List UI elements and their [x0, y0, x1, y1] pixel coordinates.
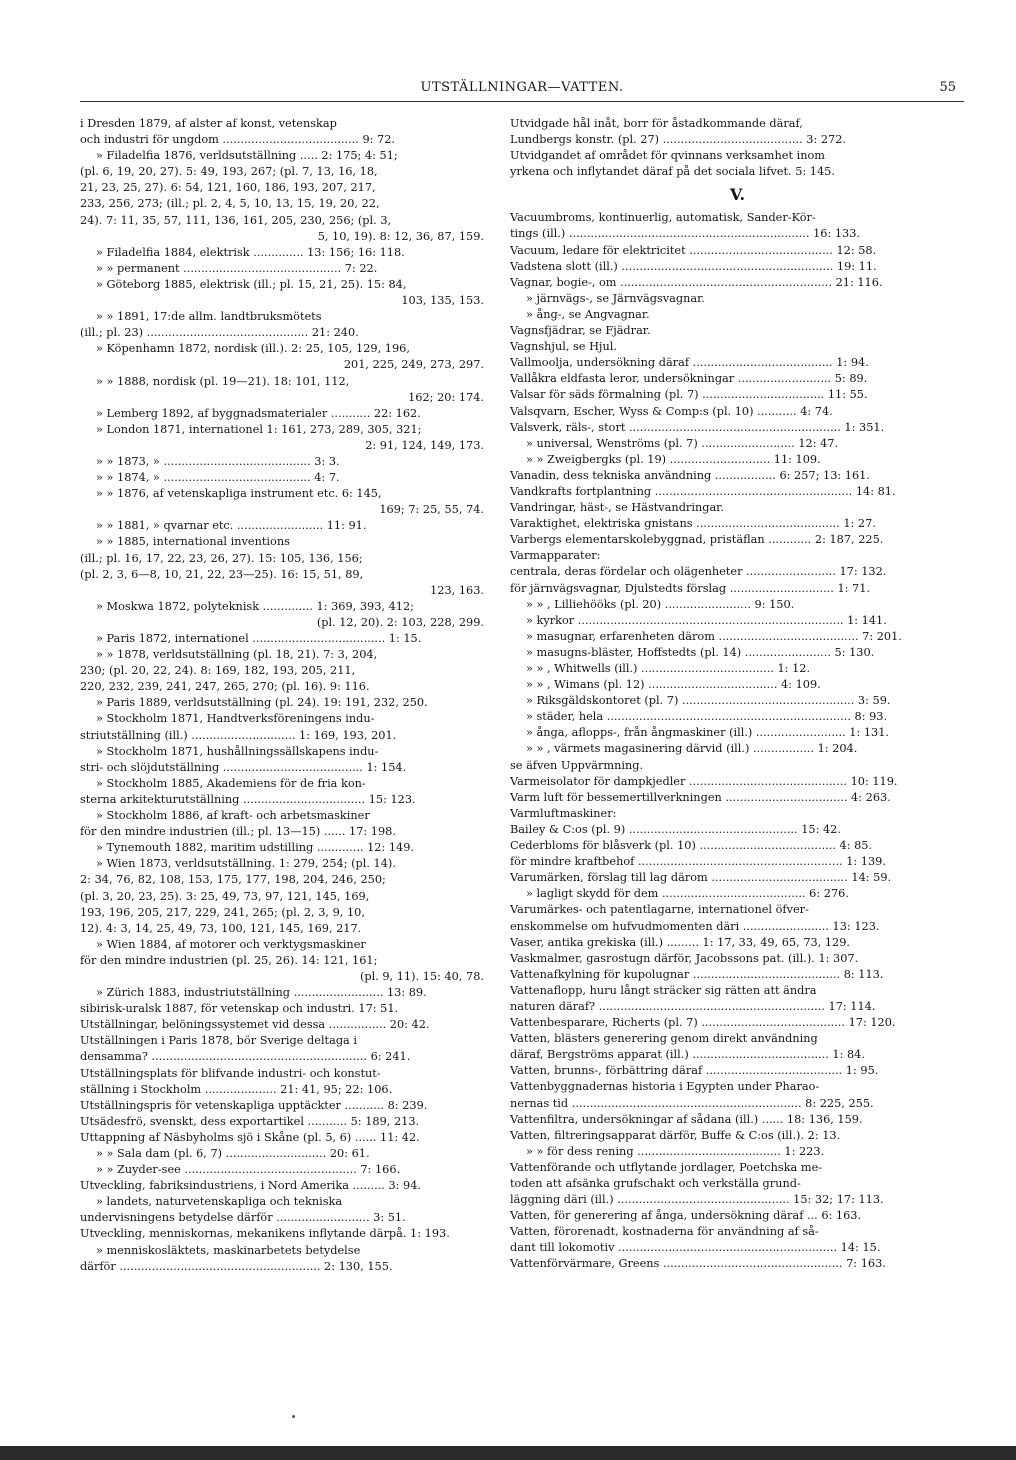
index-entry-line: Utvidgade hål inåt, borr för åstadkommande däraf,: [510, 117, 803, 130]
index-entry-line: Vattenförvärmare, Greens .................................................. 7: 163.: [510, 1257, 886, 1271]
index-entry-line: nernas tid ................................................................ 8: 225, 255.: [510, 1096, 874, 1110]
index-entry-line: Utställningar, belöningssystemet vid dessa ................ 20: 42.: [80, 1018, 430, 1032]
index-entry-line: » Stockholm 1871, Handtverksföreningens indu-: [96, 712, 375, 726]
index-entry-line: » Zürich 1883, industriutställning ......................... 13: 89.: [96, 986, 427, 1000]
index-entry-line: » Paris 1889, verldsutställning (pl. 24). 19: 191, 232, 250.: [96, 696, 428, 710]
index-entry-line: » Wien 1884, af motorer och verktygsmaskiner: [96, 937, 366, 951]
index-entry-line: 230; (pl. 20, 22, 24). 8: 169, 182, 193, 205, 211,: [80, 664, 356, 678]
index-entry-line: » universal, Wenströms (pl. 7) .......................... 12: 47.: [526, 436, 839, 450]
index-entry-line: » Paris 1872, internationel ..................................... 1: 15.: [96, 632, 422, 645]
index-entry-line: däraf, Bergströms apparat (ill.) ...................................... 1: 84.: [510, 1048, 865, 1062]
index-entry-line: Vattenförande och utflytande jordlager, Poetchska me-: [510, 1160, 823, 1174]
index-entry-line: Bailey & C:os (pl. 9) ............................................... 15: 42.: [510, 822, 841, 836]
index-entry-line: för den mindre industrien (pl. 25, 26). 14: 121, 161;: [80, 953, 378, 967]
index-entry-line: Varumärkes- och patentlagarne, internationel öfver-: [510, 903, 809, 917]
index-entry-line: för mindre kraftbehof ......................................................... 1: 139.: [510, 855, 886, 869]
index-entry-line: Vaskmalmer, gasrostugn därför, Jacobssons pat. (ill.). 1: 307.: [510, 951, 859, 965]
index-entry-line: » lagligt skydd för dem ........................................ 6: 276.: [526, 887, 849, 901]
index-entry-line: » » 1888, nordisk (pl. 19—21). 18: 101, 112,: [96, 374, 350, 388]
page-number: 55: [939, 80, 956, 95]
index-entry-line: tings (ill.) ................................................................... 16: 133.: [510, 227, 860, 241]
index-entry-line: 24). 7: 11, 35, 57, 111, 136, 161, 205, 230, 256; (pl. 3,: [80, 213, 392, 227]
index-entry-line: (pl. 6, 19, 20, 27). 5: 49, 193, 267; (pl. 7, 13, 16, 18,: [80, 165, 378, 179]
index-entry-line: för järnvägsvagnar, Djulstedts förslag ............................. 1: 71.: [510, 581, 870, 595]
index-entry-line: undervisningens betydelse därför .......................... 3: 51.: [80, 1211, 406, 1225]
index-entry-line: Vallmoolja, undersökning däraf ....................................... 1: 94.: [510, 356, 869, 370]
index-entry-line: Utvidgandet af området för qvinnans verksamhet inom: [510, 149, 825, 163]
index-entry-line: Varmeisolator för dampkjedler ............................................ 10: 119.: [510, 774, 898, 788]
index-entry-line: toden att afsänka grufschakt och verkställa grund-: [510, 1177, 801, 1190]
index-entry-line: yrkena och inflytandet däraf på det sociala lifvet. 5: 145.: [510, 165, 835, 179]
index-entry-line: » masugnar, erfarenheten därom ....................................... 7: 201.: [526, 629, 902, 643]
index-entry-line: » järnvägs-, se Järnvägsvagnar.: [526, 291, 705, 305]
index-entry-line: (pl. 12, 20). 2: 103, 228, 299.: [316, 615, 484, 629]
index-entry-line: Vacuumbroms, kontinuerlig, automatisk, Sander-Kör-: [510, 211, 816, 225]
index-entry-line: 193, 196, 205, 217, 229, 241, 265; (pl. 2, 3, 9, 10,: [80, 905, 365, 919]
index-entry-line: Utställningsplats för blifvande industri- och konstut-: [80, 1066, 381, 1080]
index-entry-line: 103, 135, 153.: [401, 294, 484, 308]
index-entry-line: » » 1881, » qvarnar etc. ........................ 11: 91.: [96, 519, 367, 533]
index-entry-line: Vanadin, dess tekniska användning ................. 6: 257; 13: 161.: [510, 468, 870, 482]
index-entry-line: sterna arkitekturutställning .................................. 15: 123.: [80, 792, 416, 806]
index-entry-line: (pl. 2, 3, 6—8, 10, 21, 22, 23—25). 16: 15, 51, 89,: [80, 567, 364, 581]
index-entry-line: » » Sala dam (pl. 6, 7) ............................ 20: 61.: [96, 1147, 370, 1160]
index-entry-line: Varm luft för bessemertillverkningen .................................. 4: 263.: [510, 790, 891, 804]
index-entry-line: se äfven Uppvärmning.: [510, 758, 644, 772]
index-entry-line: » » 1874, » ......................................... 4: 7.: [96, 471, 340, 485]
index-entry-line: Vandkrafts fortplantning ....................................................... 14: 81.: [510, 484, 896, 498]
index-entry-line: Lundbergs konstr. (pl. 27) ....................................... 3: 272.: [510, 133, 847, 147]
index-entry-line: Vagnar, bogie-, om ........................................................... 21: 116.: [510, 275, 883, 289]
index-entry-line: Varumärken, förslag till lag därom ...................................... 14: 59.: [510, 871, 892, 885]
index-entry-line: ställning i Stockholm .................... 21: 41, 95; 22: 106.: [80, 1082, 393, 1096]
header-rule: [80, 101, 964, 102]
index-entry-line: » » 1878, verldsutställning (pl. 18, 21). 7: 3, 204,: [96, 648, 378, 662]
index-entry-line: 5, 10, 19). 8: 12, 36, 87, 159.: [317, 229, 484, 243]
index-entry-line: » Stockholm 1871, hushållningssällskapens indu-: [96, 744, 379, 758]
index-entry-line: » kyrkor .......................................................................... 1: 141.: [526, 613, 887, 627]
index-entry-line: 220, 232, 239, 241, 247, 265, 270; (pl. 16). 9: 116.: [80, 680, 370, 694]
index-entry-line: (ill.; pl. 23) ............................................. 21: 240.: [80, 326, 359, 340]
index-entry-line: Valsverk, räls-, stort ........................................................... 1: 351.: [510, 420, 885, 434]
index-entry-line: i Dresden 1879, af alster af konst, vetenskap: [80, 117, 337, 130]
index-entry-line: Utveckling, menniskornas, mekanikens inflytande därpå. 1: 193.: [80, 1227, 450, 1241]
index-entry-line: Cederbloms för blåsverk (pl. 10) ...................................... 4: 85.: [510, 839, 873, 853]
index-entry-line: V.: [729, 185, 746, 205]
index-entry-line: » » , Wimans (pl. 12) .................................... 4: 109.: [526, 678, 821, 692]
index-entry-line: naturen däraf? ............................................................... 17: 114.: [510, 999, 876, 1013]
index-entry-line: Utveckling, fabriksindustriens, i Nord Amerika ......... 3: 94.: [80, 1179, 422, 1193]
index-entry-line: » London 1871, internationel 1: 161, 273, 289, 305, 321;: [96, 422, 422, 436]
index-entry-line: läggning däri (ill.) ................................................ 15: 32; 17: 113.: [510, 1193, 884, 1207]
index-entry-line: 21, 23, 25, 27). 6: 54, 121, 160, 186, 193, 207, 217,: [80, 181, 376, 195]
index-entry-line: Valsqvarn, Escher, Wyss & Comp:s (pl. 10) ........... 4: 74.: [510, 404, 833, 418]
index-entry-line: och industri för ungdom ...................................... 9: 72.: [80, 133, 396, 147]
index-entry-line: Varaktighet, elektriska gnistans ........................................ 1: 27.: [510, 517, 876, 531]
print-speck: [292, 1415, 295, 1418]
index-entry-line: » menniskosläktets, maskinarbetets betydelse: [96, 1243, 361, 1257]
left-column: [80, 116, 488, 1275]
index-entry-line: » masugns-bläster, Hoffstedts (pl. 14) ........................ 5: 130.: [526, 645, 875, 659]
index-entry-line: » » , värmets magasinering därvid (ill.) ................. 1: 204.: [526, 742, 858, 756]
index-entry-line: Vatten, filtreringsapparat därför, Buffe & C:os (ill.). 2: 13.: [510, 1128, 841, 1142]
index-entry-line: Vacuum, ledare för elektricitet ........................................ 12: 58.: [510, 243, 877, 257]
index-entry-line: 2: 91, 124, 149, 173.: [365, 438, 484, 452]
index-entry-line: (ill.; pl. 16, 17, 22, 23, 26, 27). 15: 105, 136, 156;: [80, 551, 363, 565]
scan-edge-bar: [0, 1446, 1016, 1460]
index-entry-line: 233, 256, 273; (ill.; pl. 2, 4, 5, 10, 13, 15, 19, 20, 22,: [80, 197, 380, 211]
index-entry-line: » städer, hela .................................................................... 8: 93.: [526, 710, 888, 724]
index-entry-line: » Moskwa 1872, polyteknisk .............. 1: 369, 393, 412;: [96, 599, 414, 613]
index-entry-line: 201, 225, 249, 273, 297.: [343, 358, 484, 372]
index-entry-line: Vattenaflopp, huru långt sträcker sig rätten att ändra: [510, 983, 817, 997]
index-entry-line: » Stockholm 1885, Akademiens för de fria kon-: [96, 776, 366, 790]
index-entry-line: » » , Lilliehööks (pl. 20) ........................ 9: 150.: [526, 597, 795, 611]
index-entry-line: centrala, deras fördelar och olägenheter ......................... 17: 132.: [510, 565, 887, 579]
index-entry-line: Valsar för säds förmalning (pl. 7) .................................. 11: 55.: [510, 388, 868, 402]
index-entry-line: därför ........................................................ 2: 130, 155.: [80, 1259, 393, 1273]
index-entry-line: Vagnsfjädrar, se Fjädrar.: [510, 324, 651, 338]
right-column: [510, 116, 965, 1273]
page-header: [80, 80, 964, 104]
index-entry-line: densamma? ............................................................ 6: 241.: [80, 1050, 411, 1064]
index-entry-line: Uttappning af Näsbyholms sjö i Skåne (pl. 5, 6) ...... 11: 42.: [80, 1130, 420, 1144]
index-entry-line: » » 1876, af vetenskapliga instrument etc. 6: 145,: [96, 487, 382, 501]
index-entry-line: 123, 163.: [430, 583, 484, 597]
index-entry-line: » Wien 1873, verldsutställning. 1: 279, 254; (pl. 14).: [96, 857, 396, 871]
index-entry-line: Vatten, för generering af ånga, undersökning däraf ... 6: 163.: [510, 1209, 862, 1223]
index-entry-line: » Göteborg 1885, elektrisk (ill.; pl. 15, 21, 25). 15: 84,: [96, 277, 407, 291]
index-entry-line: » » 1873, » ......................................... 3: 3.: [96, 454, 340, 468]
index-entry-line: (pl. 3, 20, 23, 25). 3: 25, 49, 73, 97, 121, 145, 169,: [80, 889, 370, 903]
index-entry-line: » Stockholm 1886, af kraft- och arbetsmaskiner: [96, 809, 370, 823]
index-entry-line: (pl. 9, 11). 15: 40, 78.: [359, 969, 484, 983]
index-entry-line: » » Zuyder-see ................................................ 7: 166.: [96, 1163, 401, 1177]
index-entry-line: sibirisk-uralsk 1887, för vetenskap och industri. 17: 51.: [80, 1002, 399, 1016]
index-entry-line: Vallåkra eldfasta leror, undersökningar .......................... 5: 89.: [510, 372, 868, 386]
index-entry-line: Vadstena slott (ill.) ........................................................... 19: 11.: [510, 259, 877, 273]
index-entry-line: » Filadelfia 1884, elektrisk .............. 13: 156; 16: 118.: [96, 245, 405, 259]
index-entry-line: Vattenfiltra, undersökningar af sådana (ill.) ...... 18: 136, 159.: [510, 1112, 863, 1126]
index-entry-line: 162; 20: 174.: [408, 390, 484, 404]
index-entry-line: » » Zweigbergks (pl. 19) ............................ 11: 109.: [526, 452, 821, 466]
index-entry-line: stri- och slöjdutställning ....................................... 1: 154.: [80, 760, 407, 774]
index-entry-line: » Filadelfia 1876, verldsutställning ..... 2: 175; 4: 51;: [96, 149, 398, 163]
index-entry-line: Utställningen i Paris 1878, bör Sverige deltaga i: [80, 1034, 357, 1048]
index-entry-line: » » 1885, international inventions: [96, 535, 290, 549]
index-entry-line: Utsädesfrö, svenskt, dess exportartikel ........... 5: 189, 213.: [80, 1114, 420, 1128]
index-entry-line: striutställning (ill.) ............................. 1: 169, 193, 201.: [80, 728, 397, 742]
index-entry-line: enskommelse om hufvudmomenten däri ........................ 13: 123.: [510, 919, 880, 933]
index-entry-line: Vattenafkylning för kupolugnar ......................................... 8: 113.: [510, 967, 884, 981]
index-entry-line: dant till lokomotiv ............................................................. 14: 15.: [510, 1241, 881, 1255]
index-entry-line: Varbergs elementarskolebyggnad, pristäflan ............ 2: 187, 225.: [510, 533, 884, 547]
index-entry-line: 12). 4: 3, 14, 25, 49, 73, 100, 121, 145, 169, 217.: [80, 921, 362, 935]
index-entry-line: Vagnshjul, se Hjul.: [510, 340, 617, 354]
index-entry-line: » Köpenhamn 1872, nordisk (ill.). 2: 25, 105, 129, 196,: [96, 342, 410, 356]
index-entry-line: » » för dess rening ........................................ 1: 223.: [526, 1144, 825, 1158]
index-entry-line: Varmapparater:: [510, 549, 601, 563]
index-entry-line: » » 1891, 17:de allm. landtbruksmötets: [96, 310, 322, 324]
index-entry-line: » ånga, aflopps-, från ångmaskiner (ill.) ......................... 1: 131.: [526, 726, 890, 740]
index-entry-line: » ång-, se Angvagnar.: [526, 307, 650, 321]
index-entry-line: Vattenbyggnadernas historia i Egypten under Pharao-: [510, 1080, 820, 1094]
index-entry-line: Vattenbesparare, Richerts (pl. 7) ........................................ 17: 120.: [510, 1016, 896, 1030]
index-entry-line: » Riksgäldskontoret (pl. 7) ................................................ 3: 59.: [526, 694, 891, 708]
running-title: UTSTÄLLNINGAR—VATTEN.: [420, 80, 624, 95]
index-entry-line: Vatten, blästers generering genom direkt användning: [510, 1032, 818, 1046]
index-entry-line: 2: 34, 76, 82, 108, 153, 175, 177, 198, 204, 246, 250;: [80, 873, 386, 887]
index-entry-line: » » , Whitwells (ill.) ..................................... 1: 12.: [526, 662, 811, 675]
index-entry-line: för den mindre industrien (ill.; pl. 13—15) ...... 17: 198.: [80, 825, 396, 839]
index-entry-line: Vaser, antika grekiska (ill.) ......... 1: 17, 33, 49, 65, 73, 129.: [510, 935, 851, 949]
index-entry-line: » Tynemouth 1882, maritim udstilling ............. 12: 149.: [96, 841, 415, 855]
index-entry-line: 169; 7: 25, 55, 74.: [379, 503, 484, 517]
index-entry-line: Vatten, förorenadt, kostnaderna för användning af så-: [510, 1225, 819, 1239]
index-entry-line: Utställningspris för vetenskapliga upptäckter ........... 8: 239.: [80, 1098, 428, 1112]
index-entry-line: Vandringar, häst-, se Hästvandringar.: [510, 501, 724, 515]
index-entry-line: » landets, naturvetenskapliga och tekniska: [96, 1195, 343, 1209]
index-entry-line: Varmluftmaskiner:: [510, 806, 617, 820]
index-entry-line: Vatten, brunns-, förbättring däraf ...................................... 1: 95.: [510, 1064, 879, 1078]
index-entry-line: » Lemberg 1892, af byggnadsmaterialer ........... 22: 162.: [96, 406, 421, 420]
index-entry-line: » » permanent ............................................ 7: 22.: [96, 261, 378, 275]
